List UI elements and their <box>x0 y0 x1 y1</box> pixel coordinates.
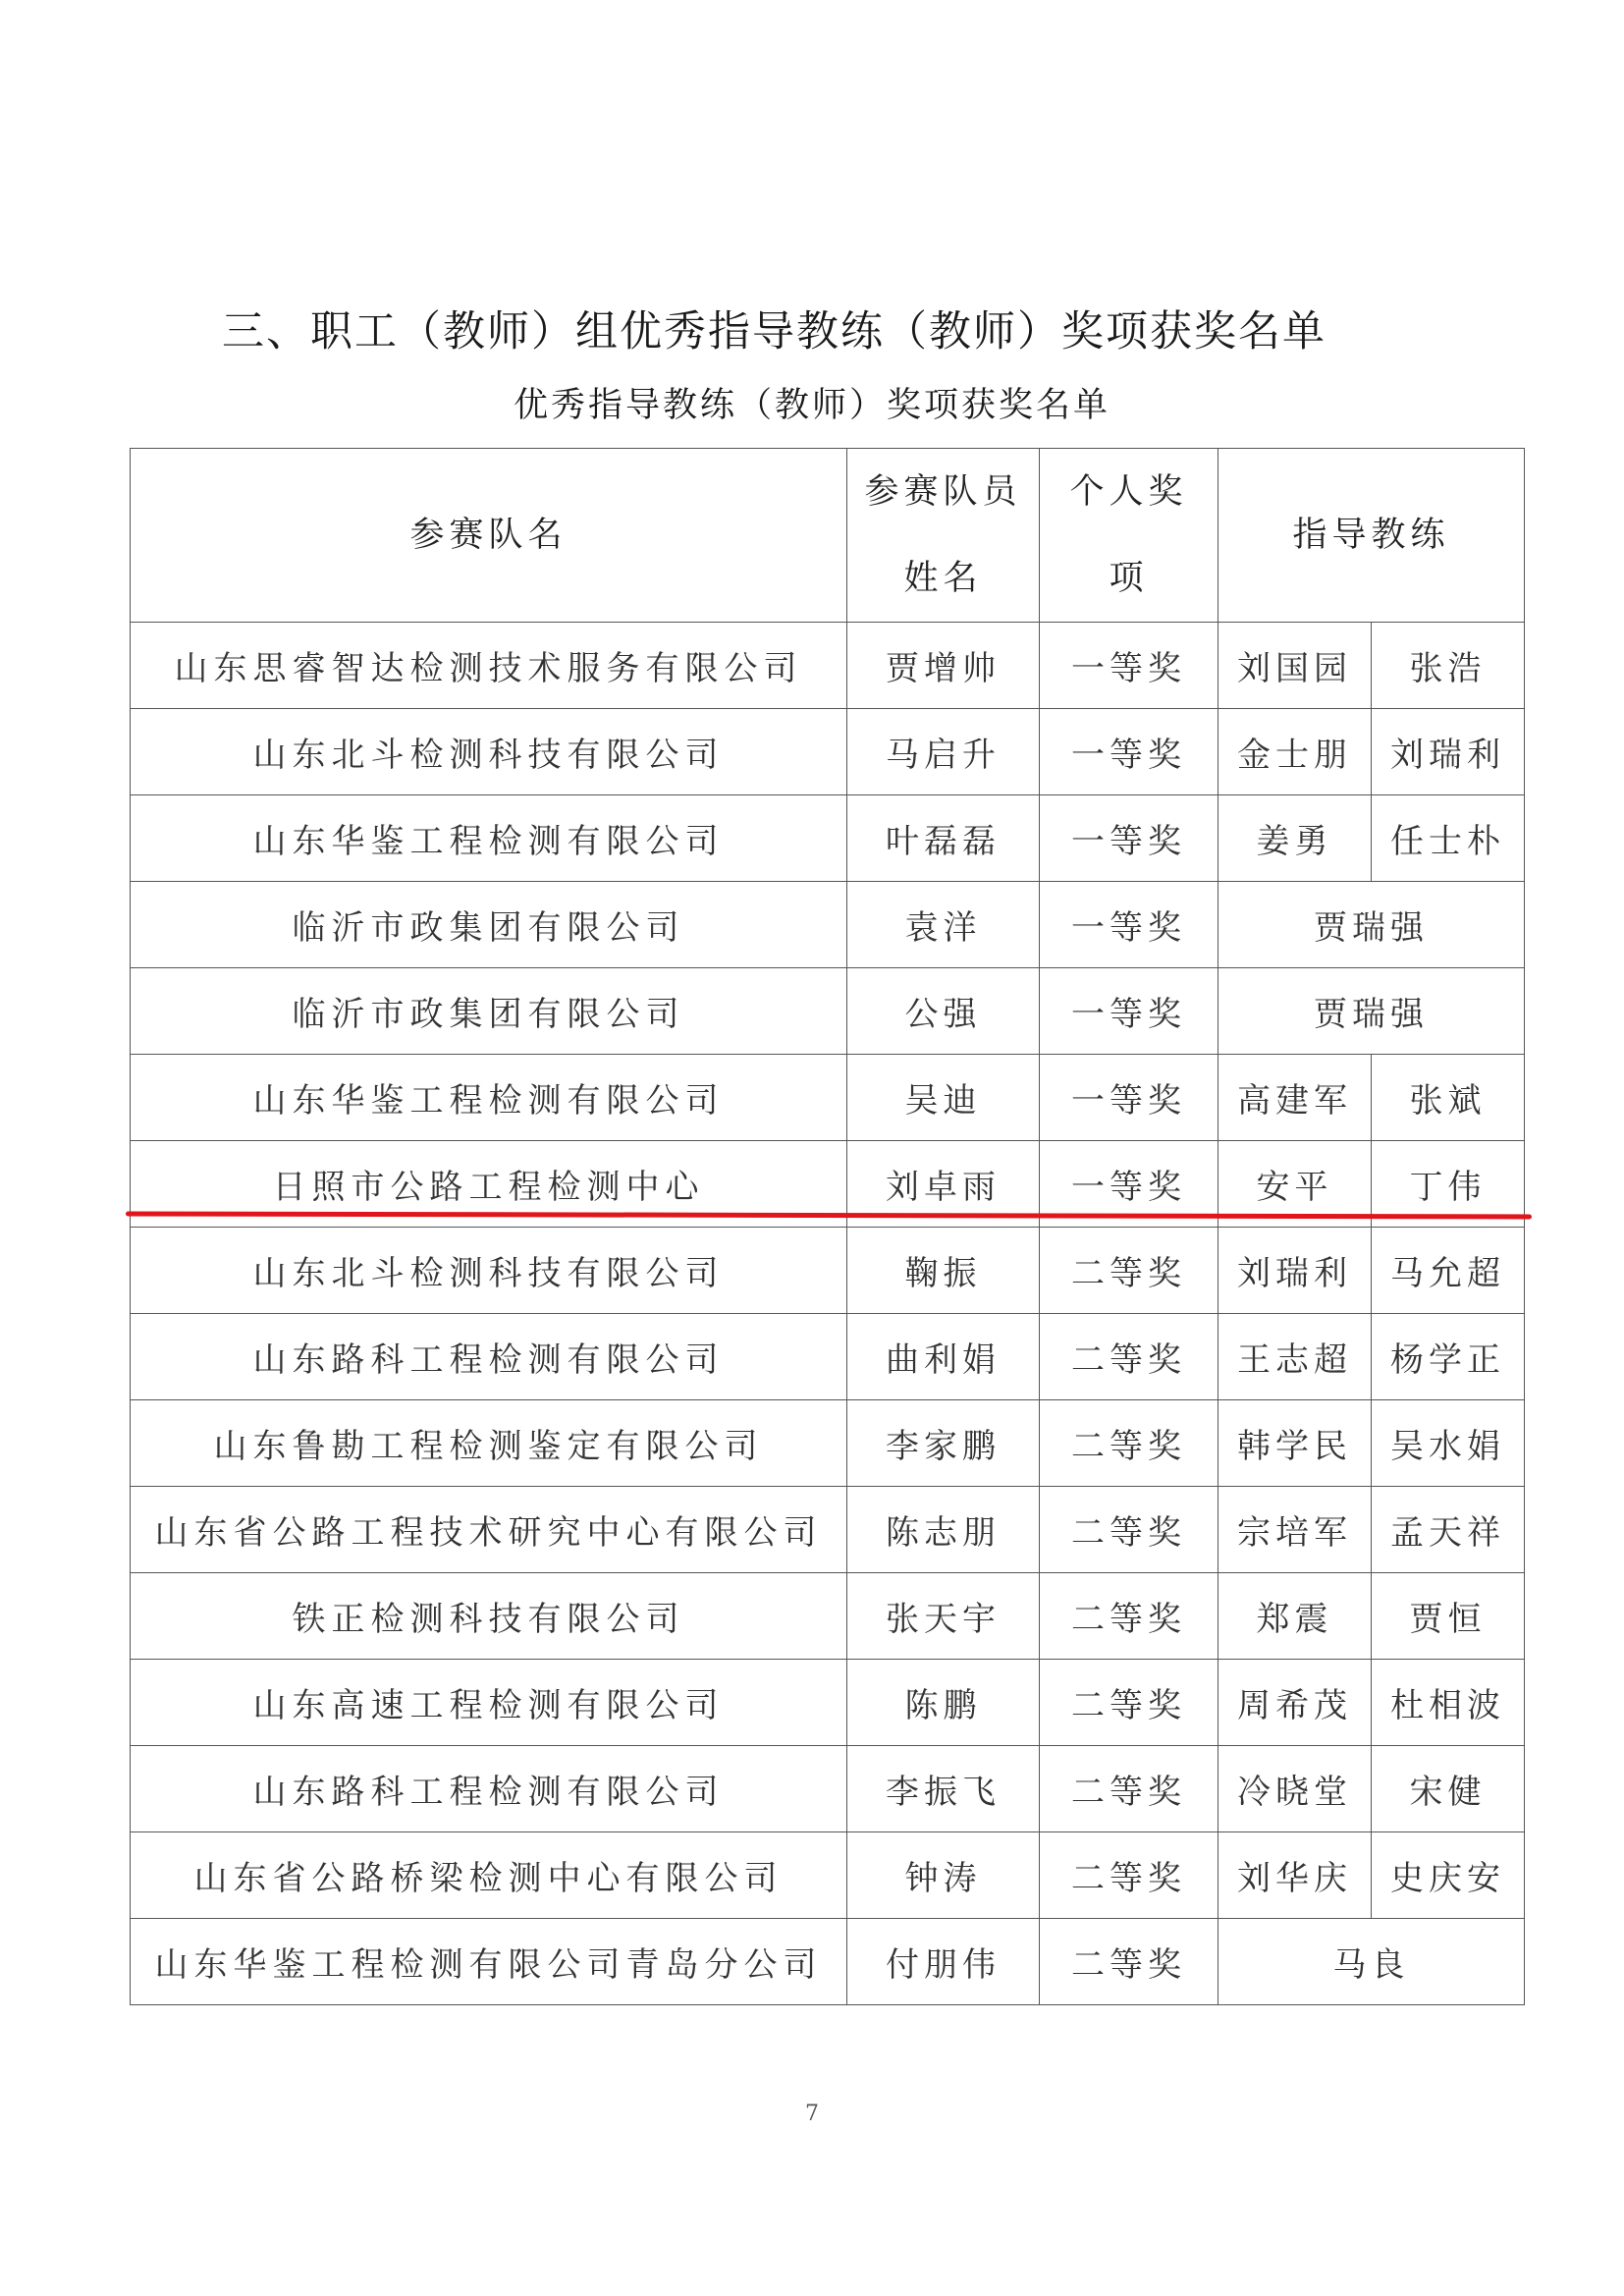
coach-name-cell: 丁伟 <box>1372 1141 1525 1228</box>
coach-name-cell: 宗培军 <box>1218 1487 1372 1573</box>
table-title: 优秀指导教练（教师）奖项获奖名单 <box>513 386 1110 425</box>
coach-name-cell: 刘瑞利 <box>1372 709 1525 795</box>
awards-table <box>130 448 1525 2005</box>
team-name-cell: 山东思睿智达检测技术服务有限公司 <box>131 623 847 709</box>
table-row <box>131 882 1525 968</box>
table-row <box>131 968 1525 1055</box>
coach-name-cell: 贾恒 <box>1372 1573 1525 1660</box>
coach-name-cell: 冷晓堂 <box>1218 1746 1372 1832</box>
award-cell: 一等奖 <box>1040 882 1218 968</box>
member-name-cell: 刘卓雨 <box>847 1141 1040 1228</box>
coach-name-cell: 贾瑞强 <box>1218 968 1525 1055</box>
coach-name-cell: 杜相波 <box>1372 1660 1525 1746</box>
table-row <box>131 709 1525 795</box>
header-coach: 指导教练 <box>1218 449 1525 623</box>
table-row <box>131 1660 1525 1746</box>
table-row <box>131 1400 1525 1487</box>
coach-name-cell: 高建军 <box>1218 1055 1372 1141</box>
coach-name-cell: 姜勇 <box>1218 795 1372 882</box>
coach-name-cell: 吴水娟 <box>1372 1400 1525 1487</box>
coach-name-cell: 马允超 <box>1372 1228 1525 1314</box>
award-cell: 二等奖 <box>1040 1228 1218 1314</box>
header-team: 参赛队名 <box>131 449 847 623</box>
header-award: 个人奖 项 <box>1040 449 1218 623</box>
member-name-cell: 鞠振 <box>847 1228 1040 1314</box>
team-name-cell: 临沂市政集团有限公司 <box>131 968 847 1055</box>
table-row <box>131 795 1525 882</box>
award-cell: 二等奖 <box>1040 1919 1218 2005</box>
award-cell: 一等奖 <box>1040 1055 1218 1141</box>
team-name-cell: 山东省公路工程技术研究中心有限公司 <box>131 1487 847 1573</box>
member-name-cell: 袁洋 <box>847 882 1040 968</box>
team-name-cell: 山东华鉴工程检测有限公司青岛分公司 <box>131 1919 847 2005</box>
team-name-cell: 山东华鉴工程检测有限公司 <box>131 1055 847 1141</box>
member-name-cell: 马启升 <box>847 709 1040 795</box>
team-name-cell: 山东鲁勘工程检测鉴定有限公司 <box>131 1400 847 1487</box>
award-cell: 二等奖 <box>1040 1832 1218 1919</box>
member-name-cell: 曲利娟 <box>847 1314 1040 1400</box>
coach-name-cell: 刘国园 <box>1218 623 1372 709</box>
member-name-cell: 陈鹏 <box>847 1660 1040 1746</box>
award-cell: 二等奖 <box>1040 1400 1218 1487</box>
coach-name-cell: 王志超 <box>1218 1314 1372 1400</box>
page-number: 7 <box>805 2102 819 2126</box>
table-row <box>131 623 1525 709</box>
coach-name-cell: 贾瑞强 <box>1218 882 1525 968</box>
header-member: 参赛队员 姓名 <box>847 449 1040 623</box>
coach-name-cell: 任士朴 <box>1372 795 1525 882</box>
team-name-cell: 山东华鉴工程检测有限公司 <box>131 795 847 882</box>
member-name-cell: 叶磊磊 <box>847 795 1040 882</box>
table-row <box>131 1487 1525 1573</box>
coach-name-cell: 孟天祥 <box>1372 1487 1525 1573</box>
team-name-cell: 山东路科工程检测有限公司 <box>131 1314 847 1400</box>
coach-name-cell: 杨学正 <box>1372 1314 1525 1400</box>
member-name-cell: 付朋伟 <box>847 1919 1040 2005</box>
award-cell: 二等奖 <box>1040 1314 1218 1400</box>
table-row <box>131 1832 1525 1919</box>
award-cell: 二等奖 <box>1040 1746 1218 1832</box>
coach-name-cell: 郑震 <box>1218 1573 1372 1660</box>
table-row <box>131 1919 1525 2005</box>
member-name-cell: 公强 <box>847 968 1040 1055</box>
table-row <box>131 1055 1525 1141</box>
award-cell: 一等奖 <box>1040 709 1218 795</box>
section-heading: 三、职工（教师）组优秀指导教练（教师）奖项获奖名单 <box>222 307 1326 356</box>
team-name-cell: 山东北斗检测科技有限公司 <box>131 1228 847 1314</box>
member-name-cell: 贾增帅 <box>847 623 1040 709</box>
coach-name-cell: 刘瑞利 <box>1218 1228 1372 1314</box>
member-name-cell: 李振飞 <box>847 1746 1040 1832</box>
team-name-cell: 日照市公路工程检测中心 <box>131 1141 847 1228</box>
coach-name-cell: 安平 <box>1218 1141 1372 1228</box>
table-row <box>131 1746 1525 1832</box>
table-header-row <box>131 449 1525 623</box>
team-name-cell: 山东北斗检测科技有限公司 <box>131 709 847 795</box>
table-row <box>131 1228 1525 1314</box>
coach-name-cell: 宋健 <box>1372 1746 1525 1832</box>
coach-name-cell: 韩学民 <box>1218 1400 1372 1487</box>
coach-name-cell: 张浩 <box>1372 623 1525 709</box>
coach-name-cell: 张斌 <box>1372 1055 1525 1141</box>
award-cell: 二等奖 <box>1040 1487 1218 1573</box>
award-cell: 二等奖 <box>1040 1573 1218 1660</box>
member-name-cell: 李家鹏 <box>847 1400 1040 1487</box>
award-cell: 一等奖 <box>1040 795 1218 882</box>
award-cell: 二等奖 <box>1040 1660 1218 1746</box>
award-cell: 一等奖 <box>1040 1141 1218 1228</box>
team-name-cell: 铁正检测科技有限公司 <box>131 1573 847 1660</box>
team-name-cell: 山东高速工程检测有限公司 <box>131 1660 847 1746</box>
team-name-cell: 临沂市政集团有限公司 <box>131 882 847 968</box>
coach-name-cell: 金士朋 <box>1218 709 1372 795</box>
table-row <box>131 1573 1525 1660</box>
award-cell: 一等奖 <box>1040 623 1218 709</box>
team-name-cell: 山东路科工程检测有限公司 <box>131 1746 847 1832</box>
member-name-cell: 吴迪 <box>847 1055 1040 1141</box>
member-name-cell: 张天宇 <box>847 1573 1040 1660</box>
team-name-cell: 山东省公路桥梁检测中心有限公司 <box>131 1832 847 1919</box>
member-name-cell: 陈志朋 <box>847 1487 1040 1573</box>
coach-name-cell: 史庆安 <box>1372 1832 1525 1919</box>
member-name-cell: 钟涛 <box>847 1832 1040 1919</box>
award-cell: 一等奖 <box>1040 968 1218 1055</box>
coach-name-cell: 马良 <box>1218 1919 1525 2005</box>
table-row <box>131 1314 1525 1400</box>
coach-name-cell: 刘华庆 <box>1218 1832 1372 1919</box>
coach-name-cell: 周希茂 <box>1218 1660 1372 1746</box>
